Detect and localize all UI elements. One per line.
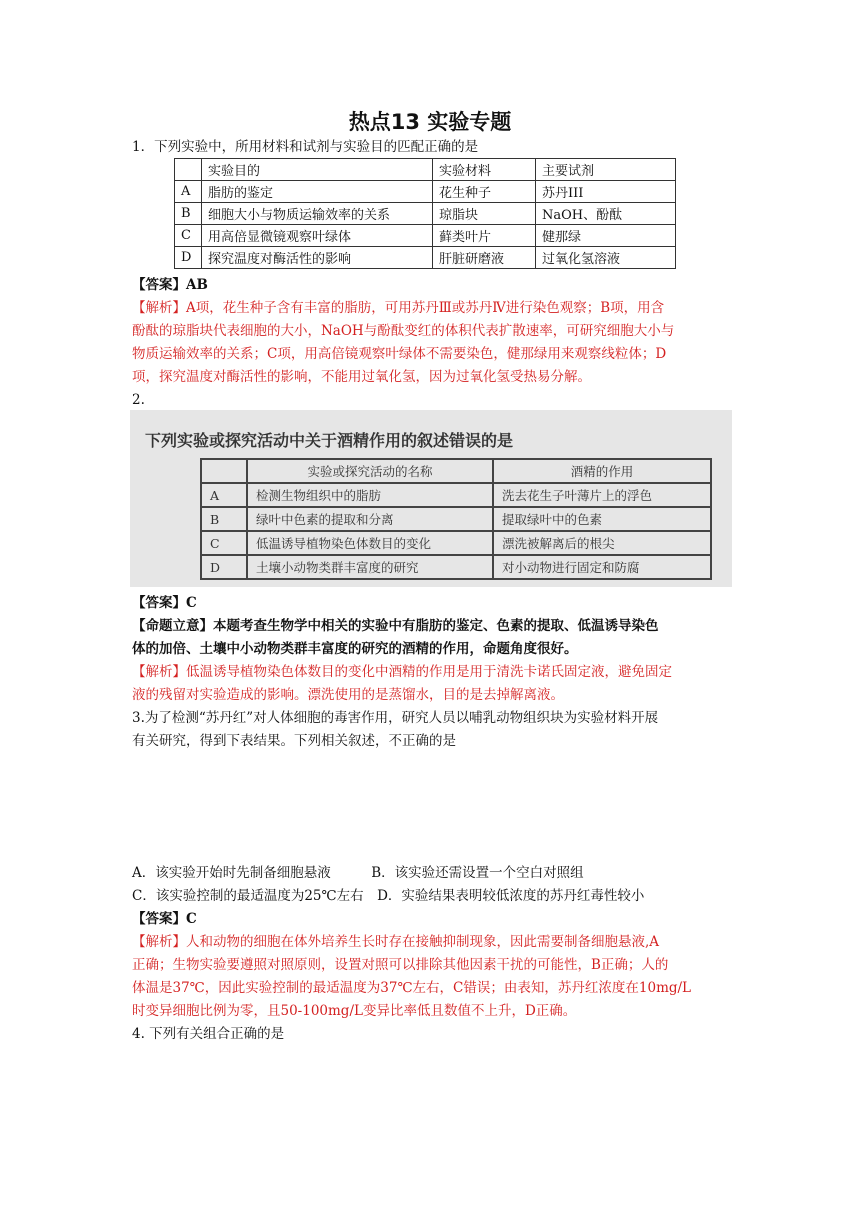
q3-stem-line: 3.为了检测“苏丹红”对人体细胞的毒害作用，研究人员以哺乳动物组织块为实验材料开展 [132, 710, 659, 726]
q3-option-line: A．该实验开始时先制备细胞悬液 B．该实验还需设置一个空白对照组 [132, 865, 584, 881]
table-row [175, 203, 676, 225]
table-cell: 肝脏研磨液 [433, 247, 536, 269]
page-title: 热点13 实验专题 [348, 110, 512, 134]
table-cell: A [175, 181, 202, 203]
q1-analysis-line: 项，探究温度对酶活性的影响，不能用过氧化氢，因为过氧化氢受热易分解。 [132, 369, 591, 385]
q3-analysis-line: 体温是37℃，因此实验控制的最适温度为37℃左右，C错误；由表知，苏丹红浓度在10mg/L [132, 980, 692, 996]
table-cell: 苏丹III [536, 181, 676, 203]
table-cell: 检测生物组织中的脂肪 [247, 483, 493, 507]
table-cell: 用高倍显微镜观察叶绿体 [202, 225, 433, 247]
table-cell: 探究温度对酶活性的影响 [202, 247, 433, 269]
table-cell: 藓类叶片 [433, 225, 536, 247]
table-cell: 漂洗被解离后的根尖 [493, 531, 711, 555]
table-cell: A [201, 483, 247, 507]
table-cell: C [175, 225, 202, 247]
table-cell: NaOH、酚酞 [536, 203, 676, 225]
table-cell: 细胞大小与物质运输效率的关系 [202, 203, 433, 225]
q2-answer: 【答案】C [132, 595, 197, 611]
q3-option-line: C．该实验控制的最适温度为25℃左右 D．实验结果表明较低浓度的苏丹红毒性较小 [132, 888, 645, 904]
table-cell: 绿叶中色素的提取和分离 [247, 507, 493, 531]
table-cell: 酒精的作用 [493, 459, 711, 483]
table-row [201, 507, 711, 531]
table-cell [201, 459, 247, 483]
table-cell [175, 159, 202, 181]
table-cell: C [201, 531, 247, 555]
q1-analysis-line: 酚酞的琼脂块代表细胞的大小，NaOH与酚酞变红的体积代表扩散速率，可研究细胞大小与 [132, 323, 675, 339]
table-cell: 实验材料 [433, 159, 536, 181]
q2-number: 2. [132, 392, 145, 408]
q1-table [174, 158, 676, 269]
table-cell: 过氧化氢溶液 [536, 247, 676, 269]
table-cell: 脂肪的鉴定 [202, 181, 433, 203]
q3-stem-line: 有关研究，得到下表结果。下列相关叙述，不正确的是 [132, 733, 456, 749]
table-header-row [201, 459, 711, 483]
table-cell: 主要试剂 [536, 159, 676, 181]
table-row [201, 483, 711, 507]
q2-analysis-line: 液的残留对实验造成的影响。漂洗使用的是蒸馏水，目的是去掉解离液。 [132, 687, 564, 703]
q1-analysis-line: 【解析】A项，花生种子含有丰富的脂肪，可用苏丹Ⅲ或苏丹Ⅳ进行染色观察；B项，用含 [132, 300, 665, 316]
table-cell: 洗去花生子叶薄片上的浮色 [493, 483, 711, 507]
q2-analysis-line: 【解析】低温诱导植物染色体数目的变化中酒精的作用是用于清洗卡诺氏固定液，避免固定 [132, 664, 672, 680]
q1-analysis-line: 物质运输效率的关系；C项，用高倍镜观察叶绿体不需要染色，健那绿用来观察线粒体；D [132, 346, 667, 362]
table-row [201, 555, 711, 579]
table-cell: 花生种子 [433, 181, 536, 203]
table-row [175, 247, 676, 269]
q1-answer: 【答案】AB [132, 277, 208, 293]
table-header-row [175, 159, 676, 181]
table-cell: 土壤小动物类群丰富度的研究 [247, 555, 493, 579]
q2-intent-line: 体的加倍、土壤中小动物类群丰富度的研究的酒精的作用，命题角度很好。 [132, 641, 578, 657]
table-cell: 提取绿叶中的色素 [493, 507, 711, 531]
table-cell: 琼脂块 [433, 203, 536, 225]
table-cell: B [201, 507, 247, 531]
table-row [175, 181, 676, 203]
q3-analysis-line: 正确；生物实验要遵照对照原则，设置对照可以排除其他因素干扰的可能性，B正确；人的 [132, 957, 669, 973]
table-row [175, 225, 676, 247]
table-cell: 低温诱导植物染色体数目的变化 [247, 531, 493, 555]
q3-analysis-line: 【解析】人和动物的细胞在体外培养生长时存在接触抑制现象，因此需要制备细胞悬液,A [132, 934, 660, 950]
table-cell: D [201, 555, 247, 579]
table-row [201, 531, 711, 555]
q3-answer: 【答案】C [132, 911, 197, 927]
q3-analysis-line: 时变异细胞比例为零，且50-100mg/L变异比率低且数值不上升，D正确。 [132, 1003, 577, 1019]
q2-intent-line: 【命题立意】本题考查生物学中相关的实验中有脂肪的鉴定、色素的提取、低温诱导染色 [132, 618, 659, 634]
scan-caption: 下列实验或探究活动中关于酒精作用的叙述错误的是 [145, 431, 514, 450]
table-cell: 健那绿 [536, 225, 676, 247]
scan-table [200, 458, 712, 580]
q1-stem: 1．下列实验中，所用材料和试剂与实验目的匹配正确的是 [132, 139, 479, 155]
q4-stem: 4. 下列有关组合正确的是 [132, 1026, 285, 1042]
table-cell: 对小动物进行固定和防腐 [493, 555, 711, 579]
table-cell: 实验或探究活动的名称 [247, 459, 493, 483]
table-cell: D [175, 247, 202, 269]
q2-scanned-image [130, 410, 732, 587]
table-cell: B [175, 203, 202, 225]
table-cell: 实验目的 [202, 159, 433, 181]
